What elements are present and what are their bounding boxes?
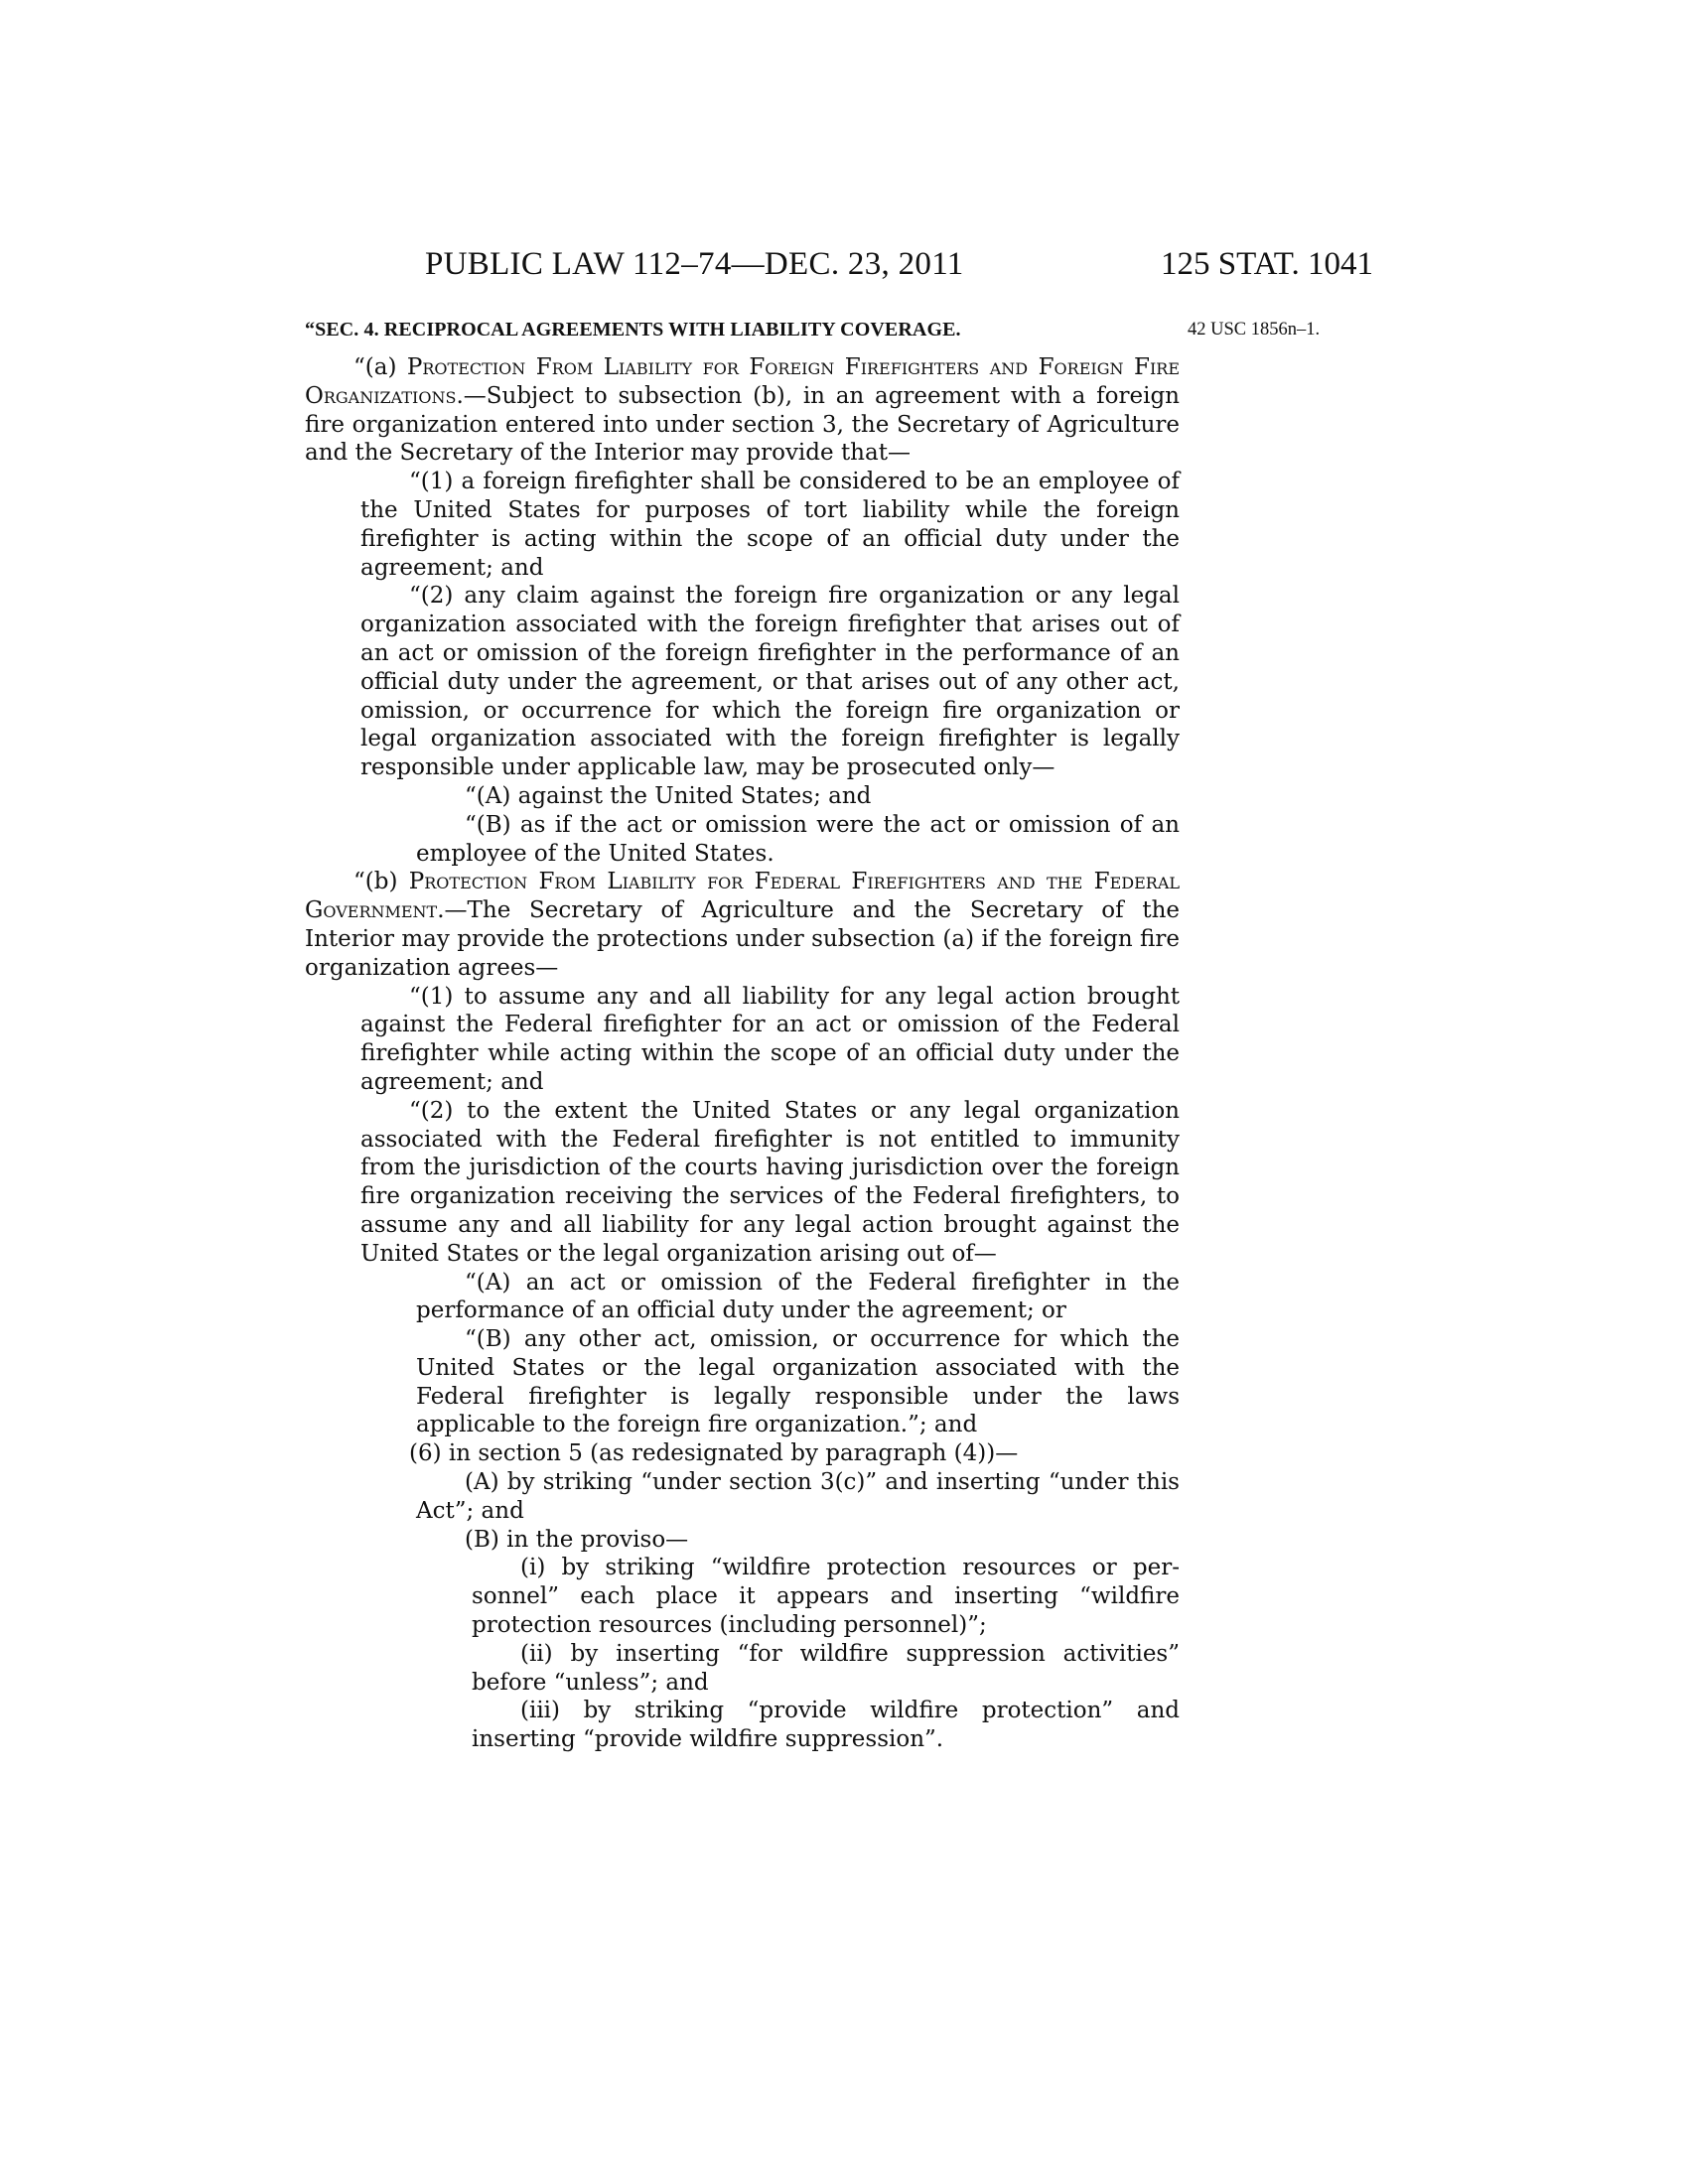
amendment-clause-6Biii: (iii) by striking “provide wildfire protection” and inserting “provide wildfire suppression”. bbox=[472, 1698, 1180, 1753]
subsection-b bbox=[305, 868, 1180, 982]
usc-margin-note: 42 USC 1856n–1. bbox=[1188, 320, 1321, 340]
amendment-clause-6Bi: (i) by striking “wildfire protection resources or personnel” each place it appears and inserting “wildfire protection resources (including personnel)”; bbox=[472, 1555, 1180, 1639]
subparagraph-a2B: “(B) as if the act or omission were the act or omission of an employee of the United States. bbox=[416, 811, 1180, 867]
paragraph-b2: “(2) to the extent the United States or any legal organization associated with the Federal firefighter is not entitled to immunity from the jurisdiction of the courts having jurisdiction over the foreign fire organization receiving the services of the Federal firefighters, to assume any and all liability for any legal action brought against the United States or the legal organization arising out of— bbox=[360, 1097, 1180, 1267]
amendment-subparagraph-6B: (B) in the proviso— bbox=[465, 1526, 689, 1553]
statute-body bbox=[305, 353, 1180, 1754]
statute-page-number: 125 STAT. 1041 bbox=[1160, 246, 1373, 282]
paragraph-a1: “(1) a foreign firefighter shall be considered to be an employee of the United States for purposes of tort liability while the foreign firefighter is acting within the scope of an official duty under the agreement; and bbox=[360, 469, 1180, 581]
paragraph-b1: “(1) to assume any and all liability for any legal action brought against the Federal firefighter for an act or omission of the Federal firefighter while acting within the scope of an official duty under the agreement; and bbox=[360, 983, 1180, 1095]
subsection-b-subhead: Protection From Liability for Federal Firefighters and the Federal Government bbox=[305, 869, 1180, 924]
paragraph-a2: “(2) any claim against the foreign fire organization or any legal organization associated with the foreign firefighter that arises out of an act or omission of the foreign firefighter in the performance of an official duty under the agreement, or that arises out of any other act, omission, or occurrence for which the foreign fire organization or legal organization associated with the foreign firefighter is legally responsible under applicable law, may be prosecuted only— bbox=[360, 583, 1180, 781]
amendment-clause-6Bii: (ii) by inserting “for wildfire suppression activities” before “unless”; and bbox=[472, 1640, 1180, 1696]
page-header bbox=[425, 246, 1373, 290]
subsection-a-designator: “(a) bbox=[353, 354, 407, 380]
amendment-subparagraph-6A: (A) by striking “under section 3(c)” and inserting “under this Act”; and bbox=[416, 1469, 1180, 1524]
subsection-b-text: .—The Secretary of Agriculture and the Secretary of the Interior may provide the protections under subsection (a) if the foreign fire organization agrees— bbox=[305, 897, 1180, 981]
amendment-paragraph-6: (6) in section 5 (as redesignated by paragraph (4))— bbox=[409, 1440, 1019, 1467]
subparagraph-b2A: “(A) an act or omission of the Federal firefighter in the performance of an official duty under the agreement; or bbox=[416, 1269, 1180, 1324]
subsection-a bbox=[305, 353, 1180, 468]
running-head: PUBLIC LAW 112–74—DEC. 23, 2011 bbox=[425, 246, 964, 282]
subsection-a-text: .—Subject to subsection (b), in an agreement with a foreign fire organization entered into under section 3, the Secretary of Agriculture and the Secretary of the Interior may provide that— bbox=[305, 382, 1180, 467]
subsection-b-designator: “(b) bbox=[353, 869, 409, 895]
subparagraph-a2A: “(A) against the United States; and bbox=[465, 782, 872, 809]
section-heading: “SEC. 4. RECIPROCAL AGREEMENTS WITH LIABILITY COVERAGE. bbox=[305, 319, 961, 341]
subsection-a-subhead: Protection From Liability for Foreign Firefighters and Foreign Fire Organizations bbox=[305, 354, 1180, 409]
subparagraph-b2B: “(B) any other act, omission, or occurrence for which the United States or the legal organization associated with the Federal firefighter is legally responsible under the laws applicable to the foreign fire organization.”; and bbox=[416, 1326, 1180, 1438]
